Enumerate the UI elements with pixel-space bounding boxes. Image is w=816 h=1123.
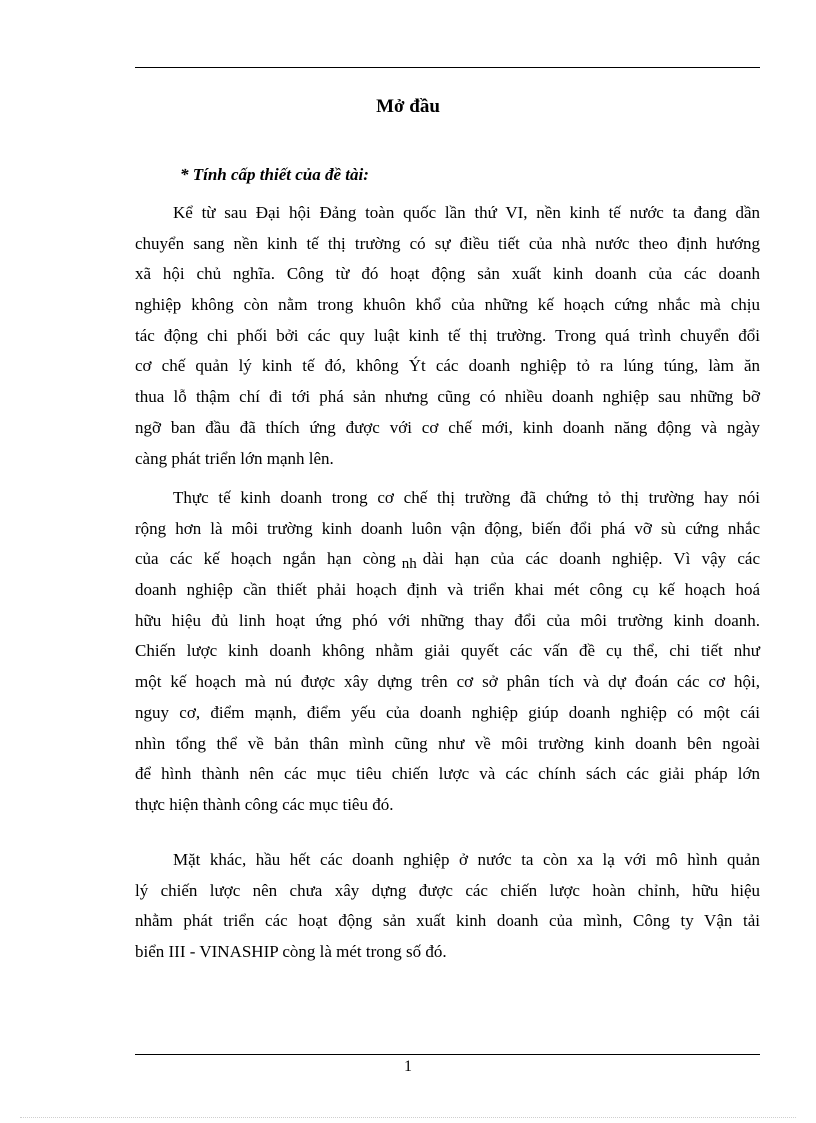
page-number: 1	[404, 1058, 412, 1075]
paragraph-line: thực hiện thành công các mục tiêu đó.	[135, 794, 394, 814]
paragraph-line: hữu hiệu đủ linh hoạt ứng phó với những thay đổi của môi trường kinh doanh.	[135, 610, 760, 630]
page-title: Mở đầu	[376, 96, 440, 117]
paragraph-line: chuyển sang nền kinh tế thị trường có sự điều tiết của nhà nước theo định hướng	[135, 233, 760, 253]
paragraph-line: nghiệp không còn nằm trong khuôn khổ của những kế hoạch cứng nhắc mà chịu	[135, 295, 760, 315]
paragraph-line-tail: dài hạn của các doanh nghiệp. Vì vậy các	[422, 549, 760, 569]
paragraph-line: cơ chế quản lý kinh tế đó, không Ýt các doanh nghiệp tỏ ra lúng túng, làm ăn	[135, 356, 760, 376]
header-rule	[135, 67, 760, 68]
section-heading: * Tính cấp thiết của đề tài:	[180, 165, 369, 184]
paragraph-3	[135, 845, 760, 968]
paragraph-line: một kế hoạch mà nú được xây dựng trên cơ sở phân tích và dự đoán các cơ hội,	[135, 672, 760, 692]
paragraph-line: Kể từ sau Đại hội Đảng toàn quốc lần thứ VI, nền kinh tế nước ta đang dần	[173, 203, 760, 222]
paragraph-2	[135, 483, 760, 821]
paragraph-line: tác động chi phối bởi các quy luật kinh tế thị trường. Trong quá trình chuyển đổi	[135, 325, 760, 345]
paragraph-line: càng phát triển lớn mạnh lên.	[135, 448, 334, 468]
paragraph-line: doanh nghiệp cần thiết phải hoạch định và triển khai mét công cụ kế hoạch hoá	[135, 580, 760, 600]
paragraph-line-mixed	[135, 544, 760, 575]
paragraph-line: ngỡ ban đầu đã thích ứng được với cơ chế mới, kinh doanh năng động và ngày	[135, 417, 760, 437]
paragraph-line: nhìn tổng thể về bản thân mình cũng như về môi trường kinh doanh bên ngoài	[135, 733, 760, 753]
paragraph-line-start: của các kế hoạch ngắn hạn còng	[135, 549, 396, 569]
footer-rule	[135, 1054, 760, 1055]
paragraph-line: Mặt khác, hầu hết các doanh nghiệp ở nước ta còn xa lạ với mô hình quản	[173, 850, 760, 869]
paragraph-1	[135, 198, 760, 474]
paragraph-line: lý chiến lược nên chưa xây dựng được các chiến lược hoàn chỉnh, hữu hiệu	[135, 880, 760, 900]
paragraph-line: biển III - VINASHIP còng là mét trong số đó.	[135, 942, 447, 962]
paragraph-line: rộng hơn là môi trường kinh doanh luôn vận động, biến đổi phá vỡ sù cứng nhắc	[135, 518, 760, 538]
subscript-fragment: nh	[401, 556, 417, 573]
paragraph-line: xã hội chủ nghĩa. Công từ đó hoạt động sản xuất kinh doanh của các doanh	[135, 264, 760, 284]
paragraph-line: để hình thành nên các mục tiêu chiến lược và các chính sách các giải pháp lớn	[135, 764, 760, 784]
page-break-separator	[20, 1117, 796, 1118]
paragraph-line: nguy cơ, điểm mạnh, điểm yếu của doanh nghiệp giúp doanh nghiệp có một cái	[135, 702, 760, 722]
paragraph-line: Thực tế kinh doanh trong cơ chế thị trường đã chứng tỏ thị trường hay nói	[173, 488, 760, 507]
paragraph-line: thua lỗ thậm chí đi tới phá sản nhưng cũng có nhiều doanh nghiệp sau những bỡ	[135, 387, 760, 407]
paragraph-line: nhằm phát triển các hoạt động sản xuất kinh doanh của mình, Công ty Vận tải	[135, 911, 760, 931]
paragraph-line: Chiến lược kinh doanh không nhằm giải quyết các vấn đề cụ thể, chi tiết như	[135, 641, 760, 661]
